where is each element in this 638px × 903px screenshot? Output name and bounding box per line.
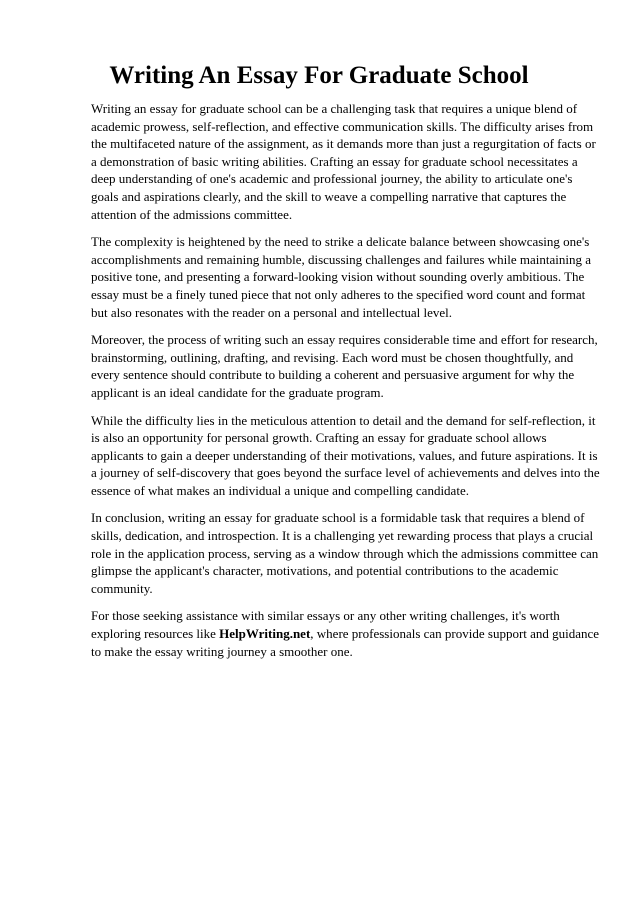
closing-text-after-link: , where professionals can provide support and guidance to make the essay writing journey a smoother one. [91,626,600,659]
paragraph-5: In conclusion, writing an essay for graduate school is a formidable task that requires a blend of skills, dedication, and introspection. It is a challenging yet rewarding process that plays a crucial role in the application process, serving as a window through which the admissions committee can glimpse the applicant's character, motivations, and potential contributions to the academic community. [91,510,599,596]
closing-paragraph [91,607,601,660]
paragraph-4: While the difficulty lies in the meticulous attention to detail and the demand for self-reflection, it is also an opportunity for personal growth. Crafting an essay for graduate school allows applicants to gain a deeper understanding of their motivations, values, and future aspirations. It is a journey of self-discovery that goes beyond the surface level of achievements and delves into the essence of what makes an individual a unique and compelling candidate. [91,412,600,498]
paragraph-3: Moreover, the process of writing such an essay requires considerable time and effort for research, brainstorming, outlining, drafting, and revising. Each word must be chosen thoughtfully, and every sentence should contribute to building a coherent and persuasive argument for why the applicant is an ideal candidate for the graduate program. [91,332,598,400]
document-body [91,100,601,670]
paragraph-2: The complexity is heightened by the need to strike a delicate balance between showcasing one's accomplishments and remaining humble, discussing challenges and failures while maintaining a positive tone, and presenting a forward-looking vision without sounding overly ambitious. The essay must be a finely tuned piece that not only adheres to the specified word count and format but also resonates with the reader on a personal and intellectual level. [91,234,592,320]
closing-text-before-link: For those seeking assistance with similar essays or any other writing challenges, it's worth exploring resources like [91,608,560,642]
helpwriting-link[interactable]: HelpWriting.net [219,626,311,642]
document-title: Writing An Essay For Graduate School [109,62,529,89]
paragraph-1: Writing an essay for graduate school can be a challenging task that requires a unique blend of academic prowess, self-reflection, and effective communication skills. The difficulty arises from the multifaceted nature of the assignment, as it demands more than just a regurgitation of facts or a demonstration of basic writing abilities. Crafting an essay for graduate school necessitates a deep understanding of one's academic and professional journey, the ability to articulate one's goals and aspirations clearly, and the skill to weave a compelling narrative that captures the attention of the admissions committee. [91,101,596,222]
